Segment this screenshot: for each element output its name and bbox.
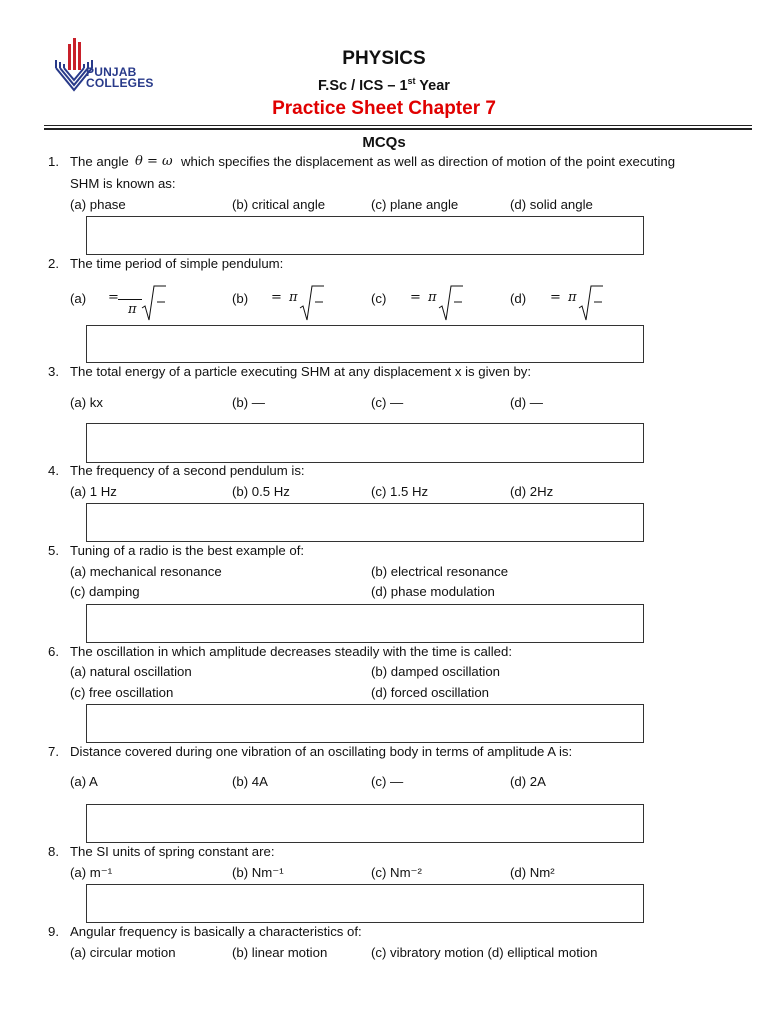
section-heading: MCQs — [362, 134, 406, 151]
formula-equals: = — [271, 290, 282, 305]
option-b: (b) — [232, 291, 249, 306]
header-divider-thin — [44, 125, 752, 126]
header-divider-thick — [44, 128, 752, 130]
option-b: (b) damped oscillation — [371, 664, 501, 679]
question-number: 2. — [48, 256, 59, 271]
sheet-title: Practice Sheet Chapter 7 — [272, 98, 496, 119]
option-b: (b) Nm⁻¹ — [232, 865, 284, 880]
answer-box[interactable] — [86, 704, 644, 743]
formula-equals: = — [108, 290, 119, 305]
answer-box[interactable] — [86, 804, 644, 843]
answer-box[interactable] — [86, 216, 644, 255]
option-a: (a) circular motion — [70, 945, 176, 960]
option-c: (c) damping — [70, 584, 140, 599]
question-number: 5. — [48, 543, 59, 558]
option-c: (c) — — [371, 395, 404, 410]
question-number: 4. — [48, 463, 59, 478]
option-a: (a) phase — [70, 197, 126, 212]
option-c: (c) plane angle — [371, 197, 459, 212]
class-superscript: st — [407, 76, 416, 86]
option-d: (d) forced oscillation — [371, 685, 490, 700]
formula-pi: π — [568, 290, 577, 305]
radical-icon — [577, 282, 607, 322]
option-a: (a) 1 Hz — [70, 484, 117, 499]
option-b: (b) 0.5 Hz — [232, 484, 290, 499]
question-text-cont: which specifies the displacement as well as direction of motion of the point executing — [181, 154, 676, 169]
option-d: (d) solid angle — [510, 197, 593, 212]
question-number: 9. — [48, 924, 59, 939]
class-suffix: Year — [415, 77, 450, 94]
option-c: (c) — — [371, 774, 404, 789]
question-number: 1. — [48, 154, 59, 169]
question-text: The frequency of a second pendulum is: — [70, 463, 305, 478]
answer-box[interactable] — [86, 604, 644, 643]
radical-icon — [298, 282, 328, 322]
fraction-bar — [118, 299, 142, 300]
option-a: (a) A — [70, 774, 98, 789]
option-c-d: (c) vibratory motion (d) elliptical motion — [371, 945, 598, 960]
option-c: (c) free oscillation — [70, 685, 174, 700]
option-b: (b) critical angle — [232, 197, 326, 212]
answer-box[interactable] — [86, 423, 644, 463]
answer-box[interactable] — [86, 884, 644, 923]
formula-pi: π — [128, 302, 137, 317]
formula-equals: = — [410, 290, 421, 305]
answer-box[interactable] — [86, 325, 644, 363]
question-text: Tuning of a radio is the best example of: — [70, 543, 305, 558]
option-b: (b) electrical resonance — [371, 564, 509, 579]
formula-equals: = — [550, 290, 561, 305]
option-d: (d) — [510, 291, 527, 306]
option-d: (d) phase modulation — [371, 584, 495, 599]
question-text: Distance covered during one vibration of an oscillating body in terms of amplitude A is: — [70, 744, 573, 759]
class-subtitle — [0, 76, 768, 94]
option-a: (a) kx — [70, 395, 103, 410]
question-text: Angular frequency is basically a characteristics of: — [70, 924, 362, 939]
question-number: 8. — [48, 844, 59, 859]
radical-icon — [140, 282, 170, 322]
option-a: (a) m⁻¹ — [70, 865, 113, 880]
option-c: (c) — [371, 291, 387, 306]
answer-box[interactable] — [86, 503, 644, 542]
question-text: The total energy of a particle executing SHM at any displacement x is given by: — [70, 364, 532, 379]
question-number: 7. — [48, 744, 59, 759]
subject-title: PHYSICS — [342, 48, 426, 69]
formula-pi: π — [289, 290, 298, 305]
option-a: (a) natural oscillation — [70, 664, 192, 679]
logo-text-line2: COLLEGES — [86, 76, 154, 90]
question-text: The time period of simple pendulum: — [70, 256, 284, 271]
option-d: (d) 2A — [510, 774, 546, 789]
option-d: (d) 2Hz — [510, 484, 554, 499]
logo-text-line1: PUNJAB — [86, 65, 137, 79]
option-c: (c) Nm⁻² — [371, 865, 422, 880]
question-text: The angle — [70, 154, 129, 169]
option-d: (d) Nm² — [510, 865, 555, 880]
option-d: (d) — — [510, 395, 543, 410]
option-b: (b) linear motion — [232, 945, 328, 960]
option-a: (a) mechanical resonance — [70, 564, 222, 579]
option-b: (b) — — [232, 395, 265, 410]
option-c: (c) 1.5 Hz — [371, 484, 429, 499]
question-math: θ = ω — [135, 154, 173, 169]
option-b: (b) 4A — [232, 774, 268, 789]
question-text: The oscillation in which amplitude decreases steadily with the time is called: — [70, 644, 512, 659]
question-number: 3. — [48, 364, 59, 379]
question-number: 6. — [48, 644, 59, 659]
question-text: The SI units of spring constant are: — [70, 844, 275, 859]
question-text-line2: SHM is known as: — [70, 176, 176, 191]
class-prefix: F.Sc / ICS – 1 — [318, 77, 408, 94]
formula-pi: π — [428, 290, 437, 305]
radical-icon — [437, 282, 467, 322]
option-a: (a) — [70, 291, 87, 306]
